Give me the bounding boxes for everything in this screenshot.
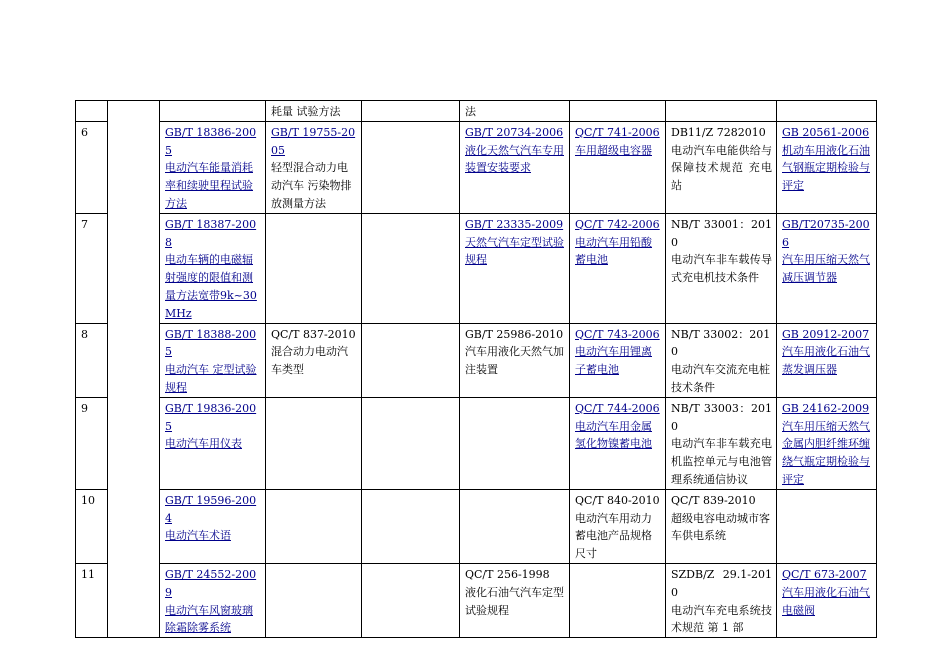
cell-c9[interactable] — [777, 213, 877, 323]
std-code[interactable]: GB/T20735-2006 — [782, 217, 870, 249]
cell-c6[interactable] — [460, 213, 570, 323]
cell-num — [76, 101, 108, 122]
table-row — [76, 563, 877, 637]
cell-c8 — [666, 101, 777, 122]
std-title[interactable]: 电动汽车用金属氢化物镍蓄电池 — [575, 419, 652, 451]
std-code: QC/T 837-2010 — [271, 327, 356, 341]
cell-c8 — [666, 213, 777, 323]
std-code[interactable]: GB 20561-2006 — [782, 125, 870, 139]
std-title[interactable]: 汽车用压缩天然气金属内胆纤维环缠绕气瓶定期检验与评定 — [782, 419, 870, 486]
std-title: 电动汽车电能供给与保障技术规范 充电站 — [671, 143, 772, 193]
std-code[interactable]: GB/T 19596-2004 — [165, 493, 257, 525]
std-title: 超级电容电动城市客车供电系统 — [671, 511, 770, 543]
std-code[interactable]: GB/T 23335-2009 — [465, 217, 564, 231]
standards-table — [75, 100, 877, 638]
std-code: DB11/Z 7282010 — [671, 125, 766, 139]
std-title[interactable]: 汽车用液化石油气电磁阀 — [782, 585, 870, 617]
std-title: 轻型混合动力电动汽车 污染物排放测量方法 — [271, 161, 352, 210]
cell-c4 — [266, 489, 362, 563]
row-number: 10 — [76, 489, 108, 563]
cell-c6 — [460, 397, 570, 489]
std-code[interactable]: GB/T 20734-2006 — [465, 125, 564, 139]
cell-c9[interactable] — [777, 397, 877, 489]
std-title[interactable]: 电动汽车能量消耗率和续驶里程试验方法 — [165, 161, 253, 210]
cell-c8 — [666, 397, 777, 489]
std-code: SZDB/Z 29.1-2010 — [671, 567, 772, 599]
std-title: 电动汽车非车载充电机监控单元与电池管理系统通信协议 — [671, 437, 772, 486]
std-code[interactable]: QC/T 673-2007 — [782, 567, 867, 581]
cell-c4 — [266, 323, 362, 397]
cell-c8 — [666, 563, 777, 637]
std-code[interactable]: GB 20912-2007 — [782, 327, 870, 341]
cell-c9[interactable] — [777, 323, 877, 397]
std-code[interactable]: GB 24162-2009 — [782, 401, 870, 415]
cell-c4 — [266, 563, 362, 637]
std-code: QC/T 839-2010 — [671, 493, 756, 507]
std-title[interactable]: 电动汽车术语 — [165, 529, 231, 543]
std-title[interactable]: 液化天然气汽车专用装置安装要求 — [465, 143, 564, 175]
row-number: 6 — [76, 121, 108, 213]
std-code[interactable]: GB/T 18386-2005 — [165, 125, 257, 157]
cell-c6: 法 — [460, 101, 570, 122]
cell-c3 — [160, 101, 266, 122]
cell-c3[interactable] — [160, 563, 266, 637]
cell-c7 — [570, 563, 666, 637]
cell-c7[interactable] — [570, 213, 666, 323]
std-code[interactable]: QC/T 742-2006 — [575, 217, 660, 231]
cell-c4 — [266, 121, 362, 213]
cell-c8 — [666, 323, 777, 397]
cell-c7[interactable] — [570, 323, 666, 397]
table-row — [76, 213, 877, 323]
cell-c5 — [362, 101, 460, 122]
cell-c7 — [570, 489, 666, 563]
cell-c6 — [460, 323, 570, 397]
std-title[interactable]: 电动车辆的电磁辐射强度的限值和测量方法宽带9k~30MHz — [165, 253, 257, 320]
std-code[interactable]: GB/T 24552-2009 — [165, 567, 257, 599]
cell-c5 — [362, 397, 460, 489]
cell-c3[interactable] — [160, 213, 266, 323]
table-row — [76, 489, 877, 563]
row-number: 9 — [76, 397, 108, 489]
cell-c5 — [362, 323, 460, 397]
std-title[interactable]: 汽车用液化石油气蒸发调压器 — [782, 345, 870, 377]
std-code: NB/T 33002：2010 — [671, 327, 771, 359]
std-title[interactable]: 电动汽车用锂离子蓄电池 — [575, 345, 652, 377]
row-number: 11 — [76, 563, 108, 637]
cell-c9[interactable] — [777, 563, 877, 637]
table-row-continued — [76, 101, 877, 122]
std-code[interactable]: GB/T 18388-2005 — [165, 327, 257, 359]
cell-c5 — [362, 121, 460, 213]
std-title: 液化石油气汽车定型试验规程 — [465, 585, 564, 617]
cell-c6 — [460, 489, 570, 563]
std-title[interactable]: 电动汽车 定型试验规程 — [165, 363, 257, 394]
table-row — [76, 323, 877, 397]
std-code[interactable]: QC/T 741-2006 — [575, 125, 660, 139]
std-title: 电动汽车充电系统技术规范 第 1 部 — [671, 603, 772, 635]
std-code: QC/T 840-2010 — [575, 493, 660, 507]
cell-c6[interactable] — [460, 121, 570, 213]
std-code: GB/T 25986-2010 — [465, 327, 564, 341]
table-row — [76, 121, 877, 213]
row-number: 7 — [76, 213, 108, 323]
cell-category — [108, 101, 160, 638]
cell-c7 — [570, 101, 666, 122]
cell-c7[interactable] — [570, 121, 666, 213]
cell-c9 — [777, 489, 877, 563]
cell-c4: 耗量 试验方法 — [266, 101, 362, 122]
cell-c5 — [362, 563, 460, 637]
std-title[interactable]: 车用超级电容器 — [575, 143, 652, 157]
std-title: 汽车用液化天然气加注装置 — [465, 345, 564, 377]
cell-c5 — [362, 213, 460, 323]
cell-c9 — [777, 101, 877, 122]
cell-c6 — [460, 563, 570, 637]
cell-c4 — [266, 213, 362, 323]
std-code[interactable]: GB/T 19755-2005 — [271, 125, 356, 157]
std-code: QC/T 256-1998 — [465, 567, 550, 581]
std-code[interactable]: QC/T 743-2006 — [575, 327, 660, 341]
cell-c9[interactable] — [777, 121, 877, 213]
std-title[interactable]: 电动汽车用仪表 — [165, 437, 242, 451]
std-code[interactable]: QC/T 744-2006 — [575, 401, 660, 415]
cell-c8 — [666, 489, 777, 563]
std-title: 电动汽车用动力蓄电池产品规格尺寸 — [575, 511, 652, 561]
std-code[interactable]: GB/T 18387-2008 — [165, 217, 257, 249]
cell-c7[interactable] — [570, 397, 666, 489]
table-row — [76, 397, 877, 489]
row-number: 8 — [76, 323, 108, 397]
std-code: NB/T 33003：2010 — [671, 401, 772, 433]
std-code[interactable]: GB/T 19836-2005 — [165, 401, 257, 433]
std-title: 电动汽车非车载传导式充电机技术条件 — [671, 253, 772, 285]
cell-c3[interactable] — [160, 397, 266, 489]
cell-c3[interactable] — [160, 489, 266, 563]
std-title[interactable]: 电动汽车用铅酸蓄电池 — [575, 235, 652, 267]
std-title: 电动汽车交流充电桩技术条件 — [671, 363, 770, 394]
std-title[interactable]: 机动车用液化石油气钢瓶定期检验与评定 — [782, 143, 870, 193]
cell-c3[interactable] — [160, 121, 266, 213]
std-code: NB/T 33001：2010 — [671, 217, 772, 249]
cell-c8 — [666, 121, 777, 213]
std-title[interactable]: 电动汽车风窗玻璃除霜除雾系统 — [165, 603, 253, 635]
std-title[interactable]: 汽车用压缩天然气减压调节器 — [782, 253, 870, 285]
cell-c3[interactable] — [160, 323, 266, 397]
std-title[interactable]: 天然气汽车定型试验规程 — [465, 235, 564, 267]
std-title: 混合动力电动汽车类型 — [271, 345, 348, 377]
cell-c4 — [266, 397, 362, 489]
cell-c5 — [362, 489, 460, 563]
